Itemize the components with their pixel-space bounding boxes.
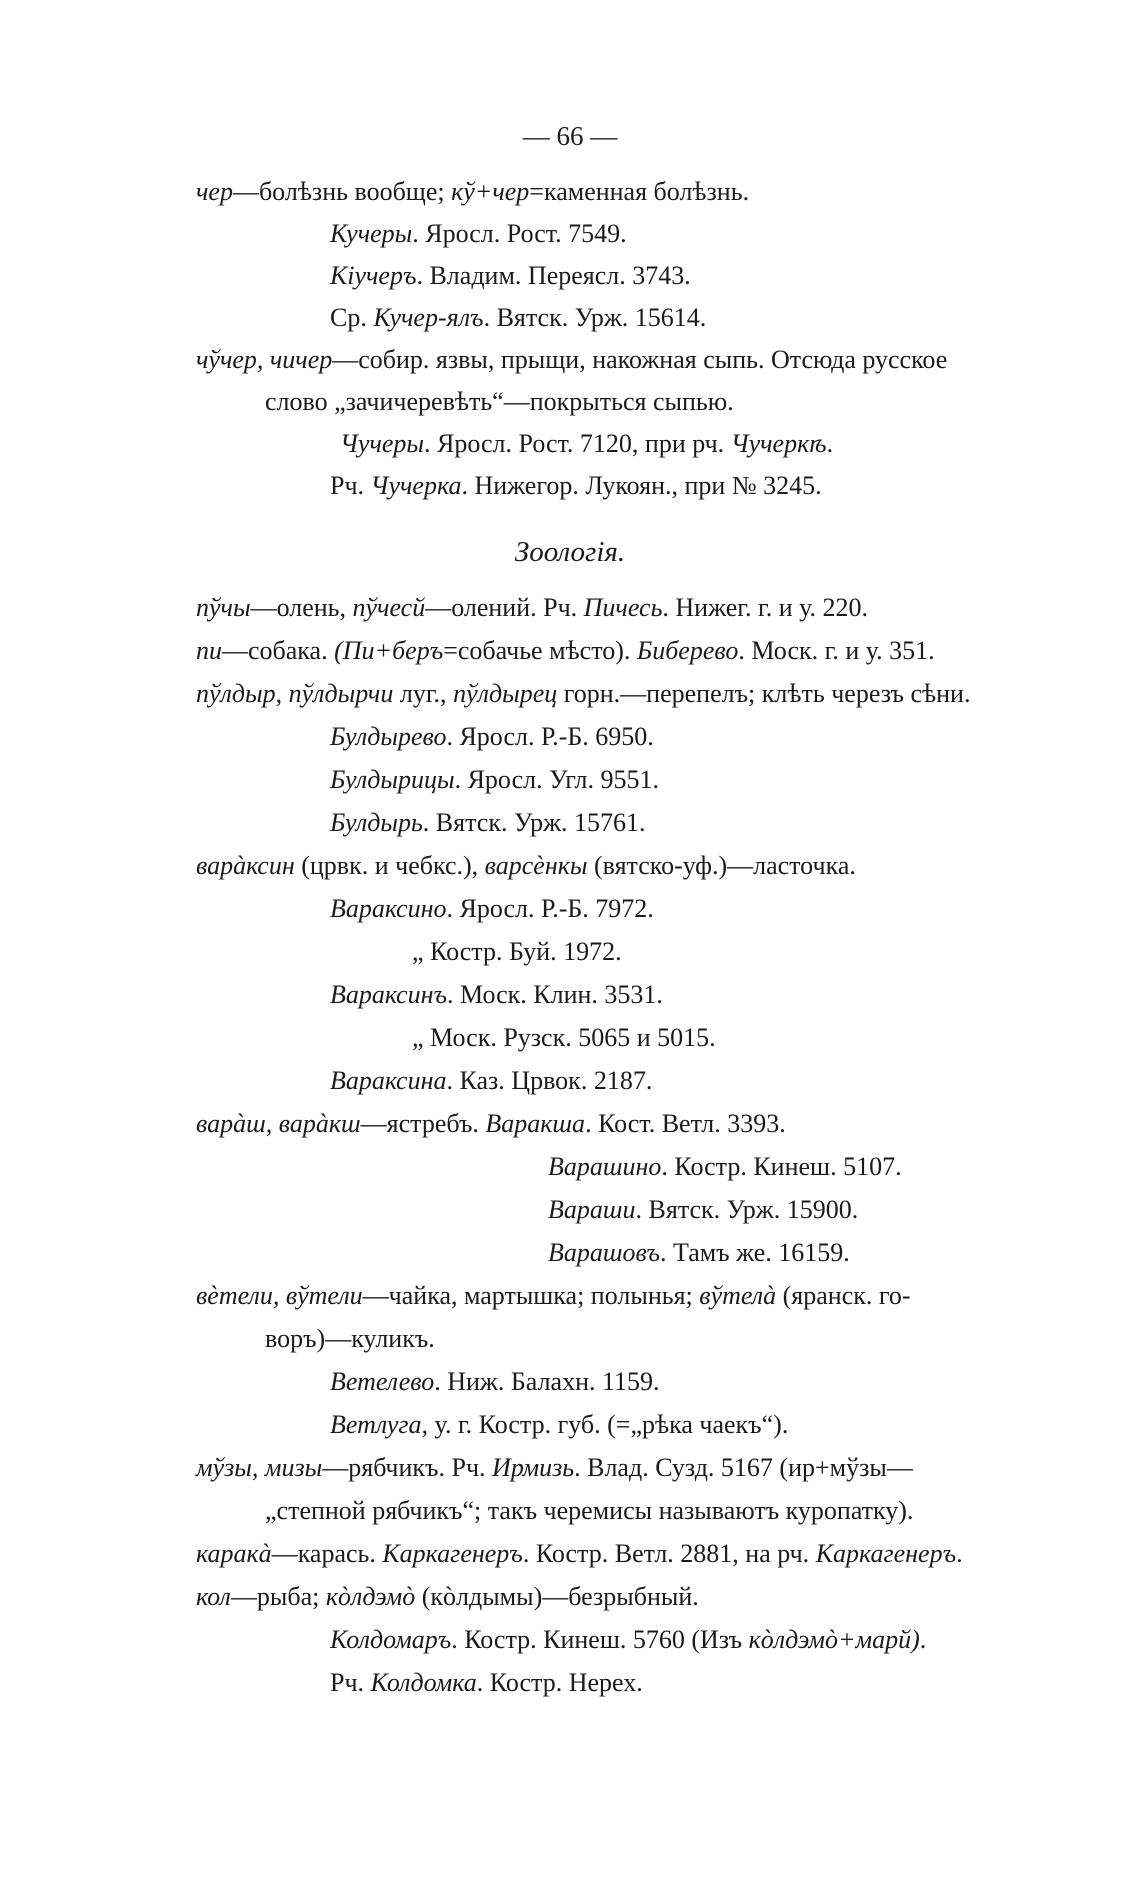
text-run: —собир. язвы, прыщи, накожная сыпь. Отсюда русское (332, 345, 948, 374)
italic-term: Варакша (485, 1109, 586, 1138)
text-run: . (956, 1539, 963, 1568)
text-line (265, 1491, 1140, 1531)
text-run: . Моск. г. и у. 351. (738, 636, 935, 665)
text-line (196, 588, 1140, 628)
text-run: —рябчикъ. Рч. (322, 1453, 493, 1482)
text-line (330, 466, 1140, 506)
text-run: —рыба; (230, 1582, 326, 1611)
text-line (196, 846, 1140, 886)
text-run: . Нижег. г. и у. 220. (662, 593, 869, 622)
text-line (330, 717, 1140, 757)
italic-term: Чучеркѣ (730, 429, 827, 458)
italic-term: Вараксина (330, 1066, 447, 1095)
italic-term: Кучер-ялъ (373, 303, 484, 332)
text-line (330, 214, 1140, 254)
text-run: —олений. Рч. (425, 593, 584, 622)
text-run: „ Моск. Рузск. 5065 и 5015. (412, 1023, 716, 1052)
text-line (196, 631, 1140, 671)
text-line (340, 424, 1140, 464)
text-line (330, 1663, 1140, 1703)
italic-term: Ветлуга, (330, 1410, 429, 1439)
text-run: . Влад. Сузд. 5167 (ир+мўзы— (574, 1453, 913, 1482)
italic-term: пўлдыр, пўлдырчи (196, 679, 394, 708)
text-line (330, 1405, 1140, 1445)
italic-term: Каркагенеръ (815, 1539, 957, 1568)
italic-term: Вараксинъ (330, 980, 447, 1009)
text-line (196, 1577, 1140, 1617)
italic-term: Чучеры (340, 429, 425, 458)
text-run: (вятско-уф.)—ласточка. (587, 851, 856, 880)
italic-term: каракà (196, 1539, 272, 1568)
text-run: —чайка, мартышка; полынья; (362, 1281, 700, 1310)
text-line (196, 674, 1140, 714)
text-run: слово „зачичеревѣть“—покрыться сыпью. (265, 387, 734, 416)
text-run: . Вятск. Урж. 15900. (635, 1195, 859, 1224)
italic-term: варсѐнкы (484, 851, 588, 880)
text-run: у. г. Костр. губ. (=„рѣка чаекъ“). (428, 1410, 789, 1439)
italic-term: Вараксино (330, 894, 447, 923)
text-run: —болѣзнь вообще; (232, 177, 452, 206)
text-run: Рч. (330, 471, 371, 500)
italic-term: Ветелево (330, 1367, 435, 1396)
text-line (412, 932, 1140, 972)
italic-term: Вараши (548, 1195, 636, 1224)
text-line (330, 1620, 1140, 1660)
text-line (330, 256, 1140, 296)
text-run: . Ниж. Балахн. 1159. (434, 1367, 660, 1396)
italic-term: Булдырево (330, 722, 447, 751)
italic-term: Варашино (548, 1152, 662, 1181)
italic-term: кў+чер (451, 177, 530, 206)
italic-term: Чучерка (370, 471, 462, 500)
text-run: . Вятск. Урж. 15761. (422, 808, 646, 837)
text-line (548, 1190, 1140, 1230)
text-run: =собачье мѣсто). (443, 636, 637, 665)
section-title: Зоологія. (514, 536, 626, 568)
italic-term: пўчесй (352, 593, 426, 622)
text-run: . Костр. Ветл. 2881, на рч. (522, 1539, 816, 1568)
italic-term: Колдомка (370, 1668, 477, 1697)
text-run: Рч. (330, 1668, 371, 1697)
italic-term: варàш, варàкш (196, 1109, 361, 1138)
text-line (330, 1061, 1140, 1101)
text-line (330, 803, 1140, 843)
text-line (330, 975, 1140, 1015)
italic-term: Ирмизь (492, 1453, 575, 1482)
text-run: . Тамъ же. 16159. (659, 1238, 850, 1267)
text-line (196, 340, 1140, 380)
italic-term: пўлдырец (453, 679, 558, 708)
text-run: . Костр. Нерех. (476, 1668, 643, 1697)
text-run: . Яросл. Рост. 7120, при рч. (424, 429, 731, 458)
text-run: . Яросл. Р.-Б. 7972. (446, 894, 654, 923)
italic-term: варàксин (196, 851, 295, 880)
text-run: . (919, 1625, 927, 1654)
text-line (196, 1276, 1140, 1316)
text-run: (црвк. и чебкс.), (294, 851, 485, 880)
italic-term: кòлдэмò+марй) (748, 1625, 920, 1654)
italic-term: мўзы, мизы (196, 1453, 323, 1482)
page-number: — 66 — (522, 121, 618, 151)
italic-term: Булдырицы (330, 765, 455, 794)
italic-term: кол (196, 1582, 231, 1611)
text-run: . Моск. Клин. 3531. (447, 980, 663, 1009)
text-run: (яранск. го- (776, 1281, 911, 1310)
italic-term: чўчер, чичер (196, 345, 333, 374)
text-run: —ястребъ. (360, 1109, 486, 1138)
text-line (330, 1362, 1140, 1402)
text-run: „ Костр. Буй. 1972. (412, 937, 622, 966)
italic-term: вўтелà (699, 1281, 777, 1310)
italic-term: Кучеры (330, 219, 413, 248)
text-run: Ср. (330, 303, 374, 332)
text-run: —собака. (222, 636, 335, 665)
text-line (548, 1233, 1140, 1273)
italic-term: пўчы (196, 593, 251, 622)
italic-term: (Пи+беръ (334, 636, 444, 665)
text-run: . Владим. Переясл. 3743. (416, 261, 691, 290)
text-run: луг., (393, 679, 454, 708)
text-run: „степной рябчикъ“; такъ черемисы называютъ куропатку). (265, 1496, 914, 1525)
text-run: (кòлдымы)—безрыбный. (415, 1582, 699, 1611)
text-run: воръ)—куликъ. (265, 1324, 435, 1353)
text-line (265, 1319, 1140, 1359)
italic-term: вѐтели, вўтели (196, 1281, 363, 1310)
text-run: . Костр. Кинеш. 5760 (Изъ (451, 1625, 749, 1654)
italic-term: Варашовъ (548, 1238, 660, 1267)
text-line (196, 1448, 1140, 1488)
italic-term: чер (196, 177, 233, 206)
text-line (330, 298, 1140, 338)
text-line (412, 1018, 1140, 1058)
text-run: —олень, (250, 593, 353, 622)
text-run: . Костр. Кинеш. 5107. (661, 1152, 902, 1181)
italic-term: кòлдэмò (325, 1582, 416, 1611)
text-run: . Яросл. Рост. 7549. (412, 219, 627, 248)
text-run: . Яросл. Угл. 9551. (454, 765, 660, 794)
text-run: . (826, 429, 834, 458)
italic-term: Каркагенеръ (382, 1539, 523, 1568)
text-run: . Вятск. Урж. 15614. (483, 303, 707, 332)
italic-term: пи (196, 636, 222, 665)
text-run: . Нижегор. Лукоян., при № 3245. (461, 471, 822, 500)
italic-term: Колдомаръ (330, 1625, 452, 1654)
text-run: —карась. (271, 1539, 383, 1568)
text-line (330, 889, 1140, 929)
text-run: =каменная болѣзнь. (529, 177, 750, 206)
text-run: горн.—перепелъ; клѣть черезъ сѣни. (557, 679, 971, 708)
italic-term: Пичесь (583, 593, 663, 622)
italic-term: Кіучеръ (330, 261, 417, 290)
italic-term: Биберево (636, 636, 739, 665)
text-run: . Яросл. Р.-Б. 6950. (446, 722, 654, 751)
text-line (196, 1534, 1140, 1574)
text-line (548, 1147, 1140, 1187)
text-line (196, 1104, 1140, 1144)
text-run: . Каз. Црвок. 2187. (446, 1066, 653, 1095)
text-line (196, 172, 1140, 212)
text-run: . Кост. Ветл. 3393. (585, 1109, 786, 1138)
italic-term: Булдырь (330, 808, 423, 837)
text-line (265, 382, 1140, 422)
text-line (330, 760, 1140, 800)
